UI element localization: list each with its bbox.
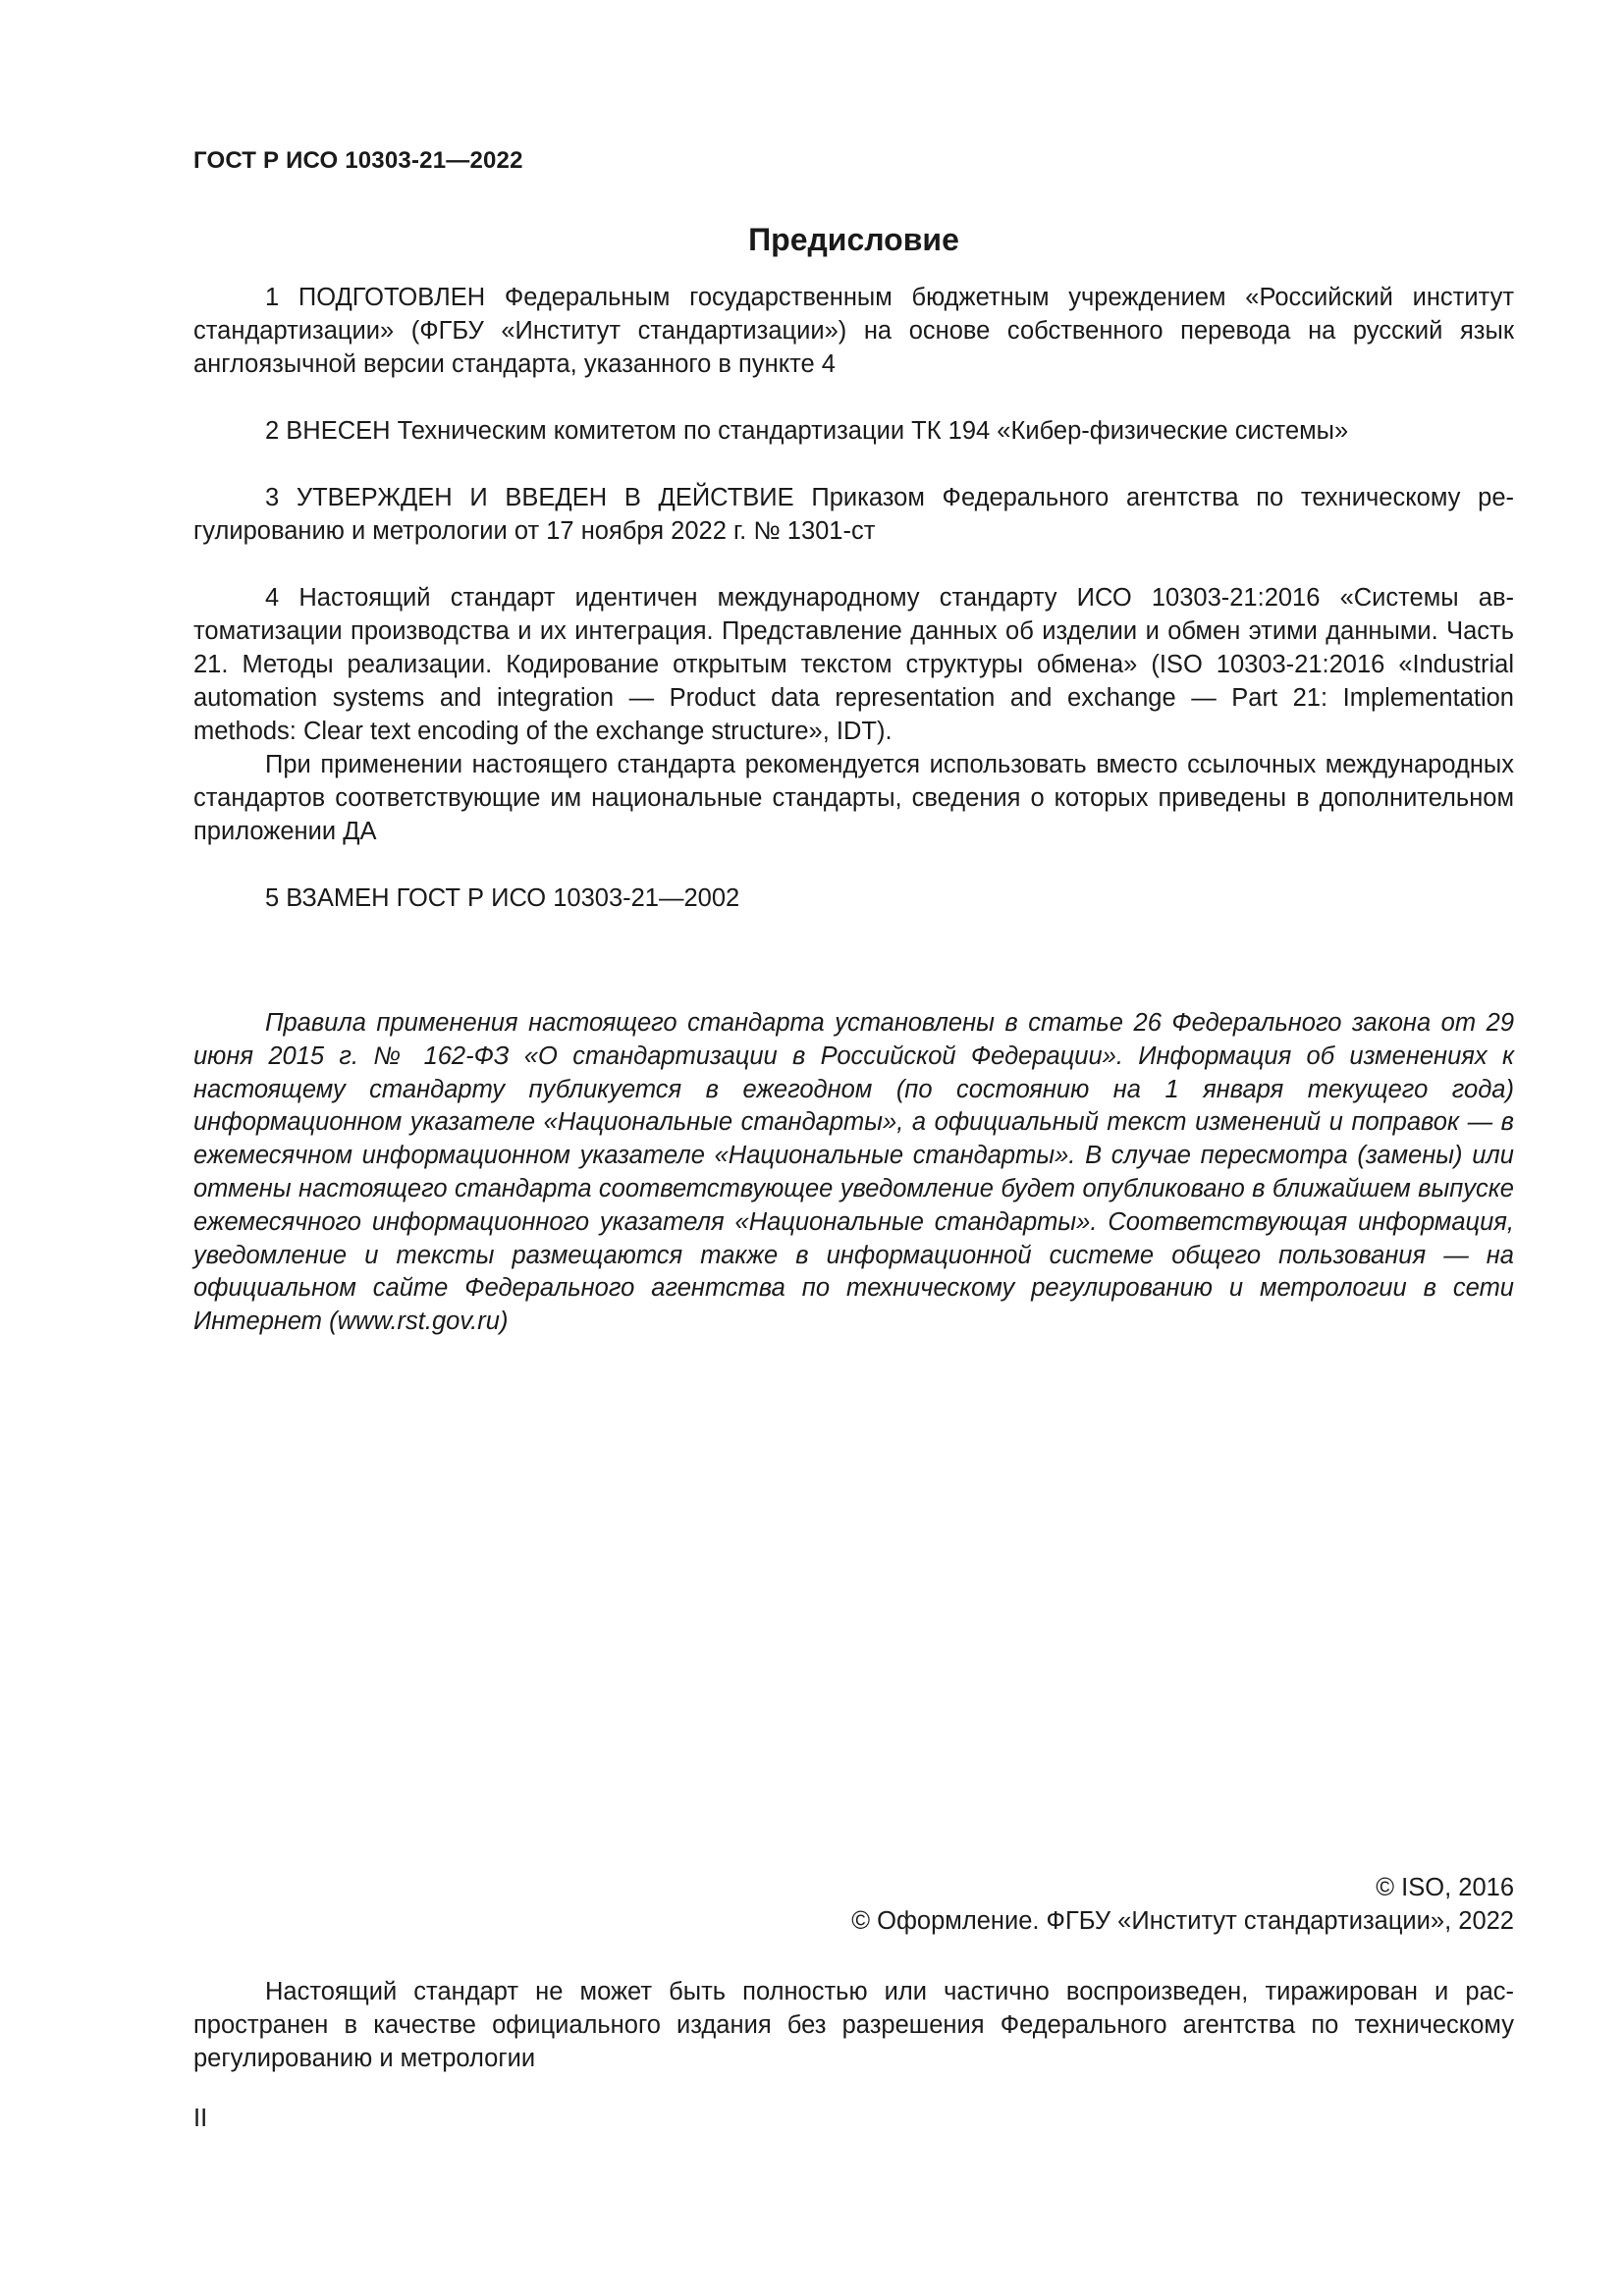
application-rules-note: Правила применения настоящего стандарта установлены в статье 26 Федерального закона от 29 июня 2015 г. № 162-ФЗ «О стандартизации в Российской Федерации». Информация об изменениях к настоящему стандарту публикуется в ежегодном (по состоянию на 1 января текущего года) информационном указателе «Национальные стандарты», а официальный текст изменений и поправок — в ежемесячном информационном указателе «Национальные стандарты». В случае пересмотра (замены) или отмены настоящего стандарта соответствующее уведомление будет опубликовано в ближайшем выпуске ежемесячного информационного указателя «Национальные стандарты». Соответствующая информация, уведомление и тексты размещаются также в информационной системе общего пользования — на официальном сайте Федерального агентства по техническому регулированию и метрологии в сети Интернет (www.rst.gov.ru) bbox=[193, 1009, 1514, 1336]
document-code-header: ГОСТ Р ИСО 10303-21—2022 bbox=[193, 147, 523, 174]
foreword-item-3: 3 УТВЕРЖДЕН И ВВЕДЕН В ДЕЙСТВИЕ Приказом Федерального агентства по техническому регулированию и метрологии от 17 ноября 2022 г. № 1301-ст bbox=[193, 484, 1514, 545]
reproduction-notice: Настоящий стандарт не может быть полностью или частично воспроизведен, тиражирован и распространен в качестве официального издания без разрешения Федерального агентства по техническому регулированию и метрологии bbox=[193, 1978, 1514, 2072]
foreword-item-1: 1 ПОДГОТОВЛЕН Федеральным государственным бюджетным учреждением «Российский институт стандартизации» (ФГБУ «Институт стандартизации») на основе собственного перевода на русский язык англоязычной версии стандарта, указанного в пункте 4 bbox=[193, 284, 1514, 378]
page-number: II bbox=[193, 2105, 208, 2132]
copyright-design: © Оформление. ФГБУ «Институт стандартизации», 2022 bbox=[851, 1907, 1514, 1935]
foreword-item-4-note: При применении настоящего стандарта рекомендуется использовать вместо ссылочных международных стандартов соответствующие им национальные стандарты, сведения о которых приведены в дополнительном приложении ДА bbox=[193, 751, 1514, 845]
foreword-item-5: 5 ВЗАМЕН ГОСТ Р ИСО 10303-21—2002 bbox=[265, 884, 740, 912]
foreword-body bbox=[193, 281, 1514, 915]
foreword-item-4: 4 Настоящий стандарт идентичен международному стандарту ИСО 10303-21:2016 «Системы автоматизации производства и их интеграция. Представление данных об изделии и обмен этими данными. Часть 21. Методы реализации. Кодирование открытым текстом структуры обмена» (ISO 10303-21:2016 «Industrial automation systems and integration — Product data representation and exchange — Part 21: Implementation methods: Clear text encoding of the exchange structure», IDT). bbox=[193, 584, 1514, 745]
page-title: Предисловие bbox=[748, 222, 959, 257]
copyright-block bbox=[193, 1871, 1514, 1938]
foreword-item-2: 2 ВНЕСЕН Техническим комитетом по стандартизации ТК 194 «Кибер-физические системы» bbox=[265, 417, 1349, 445]
copyright-iso: © ISO, 2016 bbox=[1376, 1874, 1514, 1901]
